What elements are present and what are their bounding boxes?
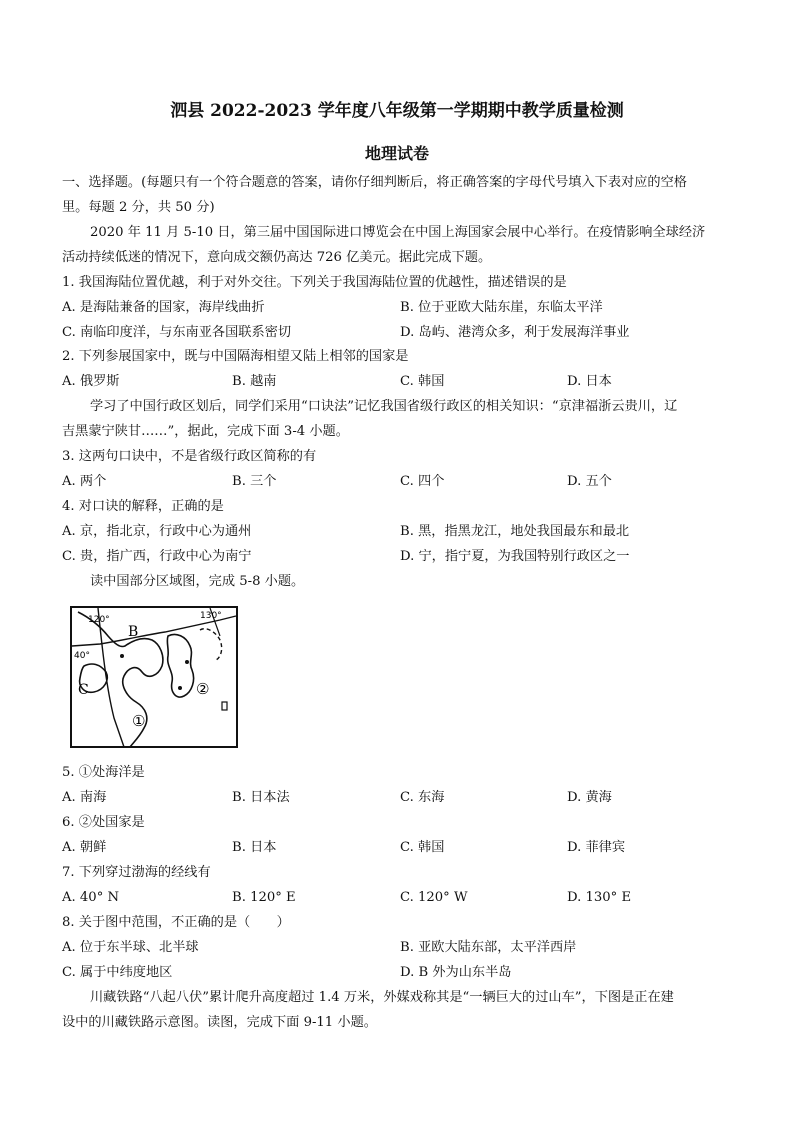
q3-option-c: C. 四个 [400,474,445,489]
map-figure [70,606,238,748]
q6-option-a: A. 朝鲜 [62,840,107,855]
label-120: 120° [88,615,110,625]
q3-option-a: A. 两个 [62,474,107,489]
city-dot [185,660,189,664]
label-circle-2: ② [196,680,210,698]
exam-title: 泗县 2022-2023 学年度八年级第一学期期中教学质量检测 [170,101,624,121]
q1-option-d: D. 岛屿、港湾众多，利于发展海洋事业 [400,325,630,340]
q8-option-a: A. 位于东半球、北半球 [62,940,199,955]
section-instructions-line2: 里。每题 2 分，共 50 分) [62,200,215,215]
passage4-line2: 设中的川藏铁路示意图。读图，完成下面 9-11 小题。 [62,1015,377,1030]
q4-option-b: B. 黑，指黑龙江，地处我国最东和最北 [400,524,630,539]
q6-option-c: C. 韩国 [400,840,445,855]
q7-option-a: A. 40° N [62,890,120,905]
china-region-map [70,606,238,748]
q5-option-c: C. 东海 [400,790,445,805]
q7-stem: 7. 下列穿过渤海的经线有 [62,865,211,880]
q2-option-b: B. 越南 [232,374,277,389]
passage2-line2: 吉黑蒙宁陕甘……”，据此，完成下面 3-4 小题。 [62,424,349,439]
q7-option-d: D. 130° E [567,890,632,905]
section-instructions-line1: 一、选择题。(每题只有一个符合题意的答案，请你仔细判断后，将正确答案的字母代号填入下表对应的空格 [62,175,687,190]
city-dot [178,686,182,690]
q8-stem: 8. 关于图中范围，不正确的是（ ） [62,915,290,930]
q2-stem: 2. 下列参展国家中，既与中国隔海相望又陆上相邻的国家是 [62,349,409,364]
label-C: C [78,682,89,698]
exam-subtitle: 地理试卷 [364,144,429,163]
passage2-line1: 学习了中国行政区划后，同学们采用“口诀法”记忆我国省级行政区的相关知识：“京津福浙云贵川，辽 [90,399,678,414]
q7-option-c: C. 120° W [400,890,468,905]
q5-option-a: A. 南海 [62,790,107,805]
q3-option-d: D. 五个 [567,474,612,489]
q7-option-b: B. 120° E [232,890,296,905]
label-circle-1: ① [132,712,146,730]
q1-option-a: A. 是海陆兼备的国家，海岸线曲折 [62,300,265,315]
label-B: B [128,624,139,640]
q6-option-b: B. 日本 [232,840,277,855]
q4-stem: 4. 对口诀的解释，正确的是 [62,499,224,514]
q6-option-d: D. 菲律宾 [567,840,626,855]
q2-option-a: A. 俄罗斯 [62,374,120,389]
q1-option-c: C. 南临印度洋，与东南亚各国联系密切 [62,325,292,340]
label-130: 130° [200,611,222,621]
q1-option-b: B. 位于亚欧大陆东崖，东临太平洋 [400,300,603,315]
q8-option-c: C. 属于中纬度地区 [62,965,173,980]
passage1-line2: 活动持续低迷的情况下，意向成交额仍高达 726 亿美元。据此完成下题。 [62,250,492,265]
q6-stem: 6. ②处国家是 [62,815,145,830]
q4-option-a: A. 京，指北京，行政中心为通州 [62,524,252,539]
passage4-line1: 川藏铁路“八起八伏”累计爬升高度超过 1.4 万米，外媒戏称其是“一辆巨大的过山车”，下图是正在建 [90,990,674,1005]
city-dot [120,654,124,658]
q2-option-c: C. 韩国 [400,374,445,389]
q2-option-d: D. 日本 [567,374,612,389]
label-40: 40° [74,651,90,661]
map-frame [71,607,237,747]
q1-stem: 1. 我国海陆位置优越，利于对外交往。下列关于我国海陆位置的优越性，描述错误的是 [62,275,567,290]
passage3-line1: 读中国部分区域图，完成 5-8 小题。 [90,574,305,589]
q4-option-c: C. 贵，指广西，行政中心为南宁 [62,549,252,564]
q5-stem: 5. ①处海洋是 [62,765,145,780]
q4-option-d: D. 宁，指宁夏，为我国特别行政区之一 [400,549,630,564]
q8-option-b: B. 亚欧大陆东部，太平洋西岸 [400,940,577,955]
q3-option-b: B. 三个 [232,474,277,489]
q5-option-d: D. 黄海 [567,790,612,805]
passage1-line1: 2020 年 11 月 5-10 日，第三届中国国际进口博览会在中国上海国家会展中心举行。在疫情影响全球经济 [90,225,706,240]
q5-option-b: B. 日本法 [232,790,290,805]
q3-stem: 3. 这两句口诀中，不是省级行政区简称的有 [62,449,317,464]
q8-option-d: D. B 外为山东半岛 [400,965,512,980]
